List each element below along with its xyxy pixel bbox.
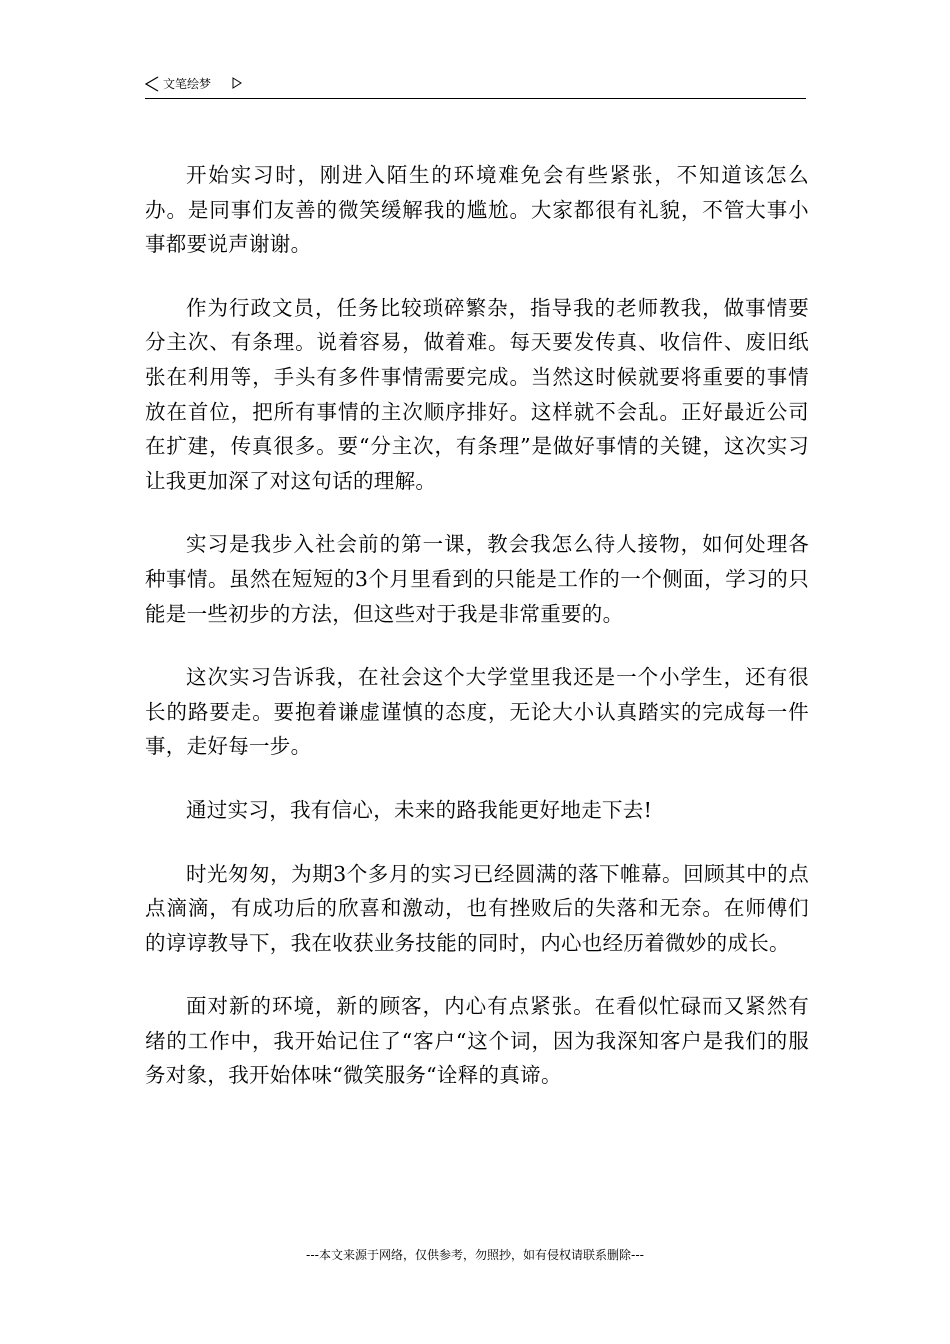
page-footer: ---本文来源于网络，仅供参考，勿照抄，如有侵权请联系删除---	[306, 1248, 644, 1262]
left-triangle-icon	[145, 76, 159, 92]
header-title: 文笔绘梦	[163, 77, 212, 91]
paragraph: 时光匆匆，为期3个多月的实习已经圆满的落下帷幕。回顾其中的点点滴滴，有成功后的欣喜和激动，也有挫败后的失落和无奈。在师傅们的谆谆教导下，我在收获业务技能的同时，内心也经历着微妙的成长。	[145, 861, 809, 955]
paragraph: 实习是我步入社会前的第一课，教会我怎么待人接物，如何处理各种事情。虽然在短短的3个月里看到的只能是工作的一个侧面，学习的只能是一些初步的方法，但这些对于我是非常重要的。	[145, 532, 809, 626]
paragraph: 这次实习告诉我，在社会这个大学堂里我还是一个小学生，还有很长的路要走。要抱着谦虚谨慎的态度，无论大小认真踏实的完成每一件事，走好每一步。	[145, 665, 809, 759]
document-body	[145, 158, 809, 1122]
paragraph: 开始实习时，刚进入陌生的环境难免会有些紧张，不知道该怎么办。是同事们友善的微笑缓解我的尴尬。大家都很有礼貌，不管大事小事都要说声谢谢。	[145, 163, 809, 257]
paragraph: 通过实习，我有信心，未来的路我能更好地走下去!	[186, 797, 653, 822]
right-triangle-icon	[232, 77, 242, 89]
paragraph: 面对新的环境，新的顾客，内心有点紧张。在看似忙碌而又紧然有绪的工作中，我开始记住了“客户“这个词，因为我深知客户是我们的服务对象，我开始体味“微笑服务“诠释的真谛。	[145, 994, 809, 1088]
page-header	[145, 74, 806, 99]
paragraph: 作为行政文员，任务比较琐碎繁杂，指导我的老师教我，做事情要分主次、有条理。说着容易，做着难。每天要发传真、收信件、废旧纸张在利用等，手头有多件事情需要完成。当然这时候就要将重要的事情放在首位，把所有事情的主次顺序排好。这样就不会乱。正好最近公司在扩建，传真很多。要“分主次，有条理”是做好事情的关键，这次实习让我更加深了对这句话的理解。	[145, 295, 809, 493]
